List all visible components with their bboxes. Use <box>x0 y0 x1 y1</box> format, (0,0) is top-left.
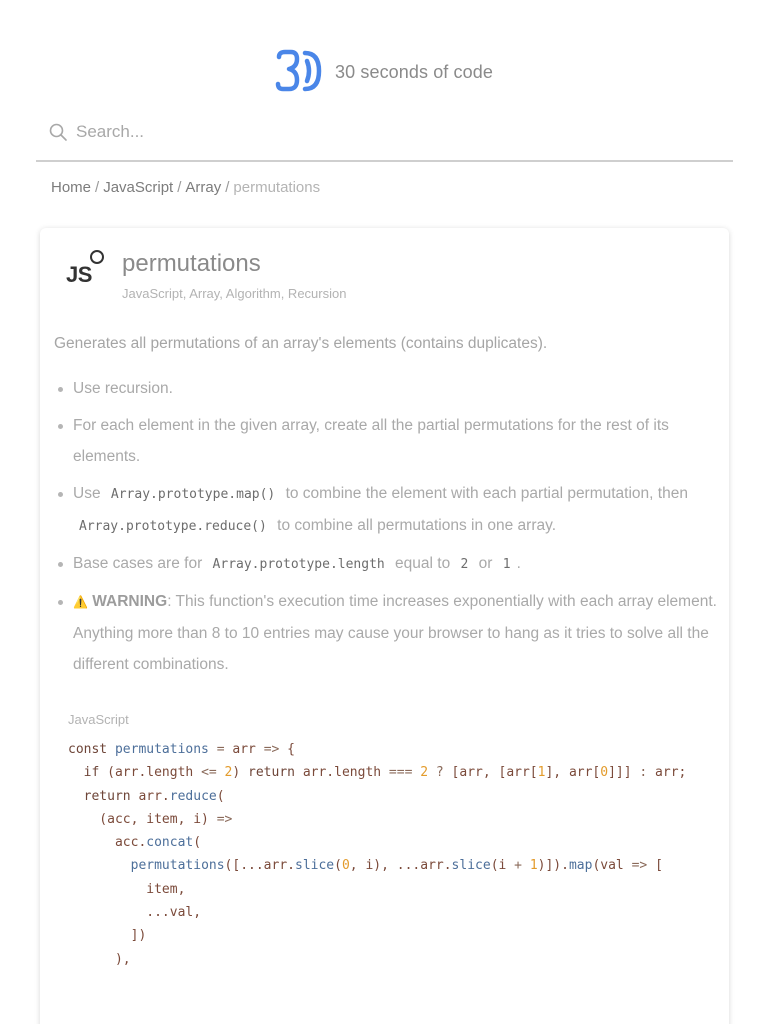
bullet-text: equal to <box>395 555 451 572</box>
javascript-icon-circle <box>90 250 104 264</box>
bullet-text: . <box>516 555 521 572</box>
snippet-bullet-list <box>54 373 718 686</box>
search-icon <box>48 122 68 142</box>
breadcrumb <box>51 179 320 196</box>
inline-code: Array.prototype.reduce() <box>79 519 267 534</box>
inline-code: Array.prototype.length <box>212 557 385 572</box>
javascript-icon <box>64 248 108 288</box>
warning-label: WARNING <box>92 593 168 610</box>
breadcrumb-array[interactable]: Array <box>185 179 222 196</box>
snippet-tags: JavaScript, Array, Algorithm, Recursion <box>122 286 347 301</box>
bullet-item <box>54 410 718 472</box>
breadcrumb-separator: / <box>95 179 100 196</box>
bullet-text: For each element in the given array, create all the partial permutations for the rest of its elements. <box>73 417 669 465</box>
bullet-text: : This function's execution time increases exponentially with each array element. Anything more than 8 to 10 entries may cause your browser to hang as it tries to solve all the different combinations. <box>73 593 717 673</box>
javascript-icon-text: JS <box>66 262 92 287</box>
bullet-text: to combine the element with each partial permutation, then <box>285 485 688 502</box>
breadcrumb-javascript[interactable]: JavaScript <box>103 179 174 196</box>
breadcrumb-current: permutations <box>233 179 321 196</box>
inline-code: Array.prototype.map() <box>110 487 276 502</box>
warning-icon: ⚠️ <box>73 595 88 609</box>
bullet-text: Base cases are for <box>73 555 203 572</box>
bullet-text: or <box>478 555 493 572</box>
bullet-text: to combine all permutations in one array. <box>277 517 557 534</box>
bullet-text: Use <box>73 485 101 502</box>
logo-icon[interactable] <box>275 49 323 93</box>
bullet-item <box>54 373 718 404</box>
breadcrumb-home[interactable]: Home <box>51 179 92 196</box>
bullet-text: Use recursion. <box>73 380 173 397</box>
snippet-title: permutations <box>122 250 261 277</box>
snippet-card <box>40 228 729 1024</box>
inline-code: 2 <box>460 557 469 572</box>
bullet-item <box>54 478 718 542</box>
site-name[interactable]: 30 seconds of code <box>335 61 493 82</box>
site-header <box>0 48 768 94</box>
bullet-item <box>54 586 718 680</box>
bullet-item <box>54 548 718 580</box>
breadcrumb-separator: / <box>177 179 182 196</box>
code-block[interactable]: const permutations = arr => { if (arr.length <= 2) return arr.length === 2 ? [arr, [arr[1], arr[0]]] : arr; return arr.reduce( (acc, item, i) => acc.concat( permutations([...arr.slice(0, i), ...arr.slice(i + 1)]).map(val => [ item, ...val, ]) ), <box>68 742 687 967</box>
code-language-label: JavaScript <box>68 712 129 727</box>
search-input[interactable] <box>76 122 676 142</box>
search-bar <box>36 104 733 162</box>
breadcrumb-separator: / <box>225 179 230 196</box>
snippet-description: Generates all permutations of an array's elements (contains duplicates). <box>54 335 548 352</box>
inline-code: 1 <box>502 557 511 572</box>
